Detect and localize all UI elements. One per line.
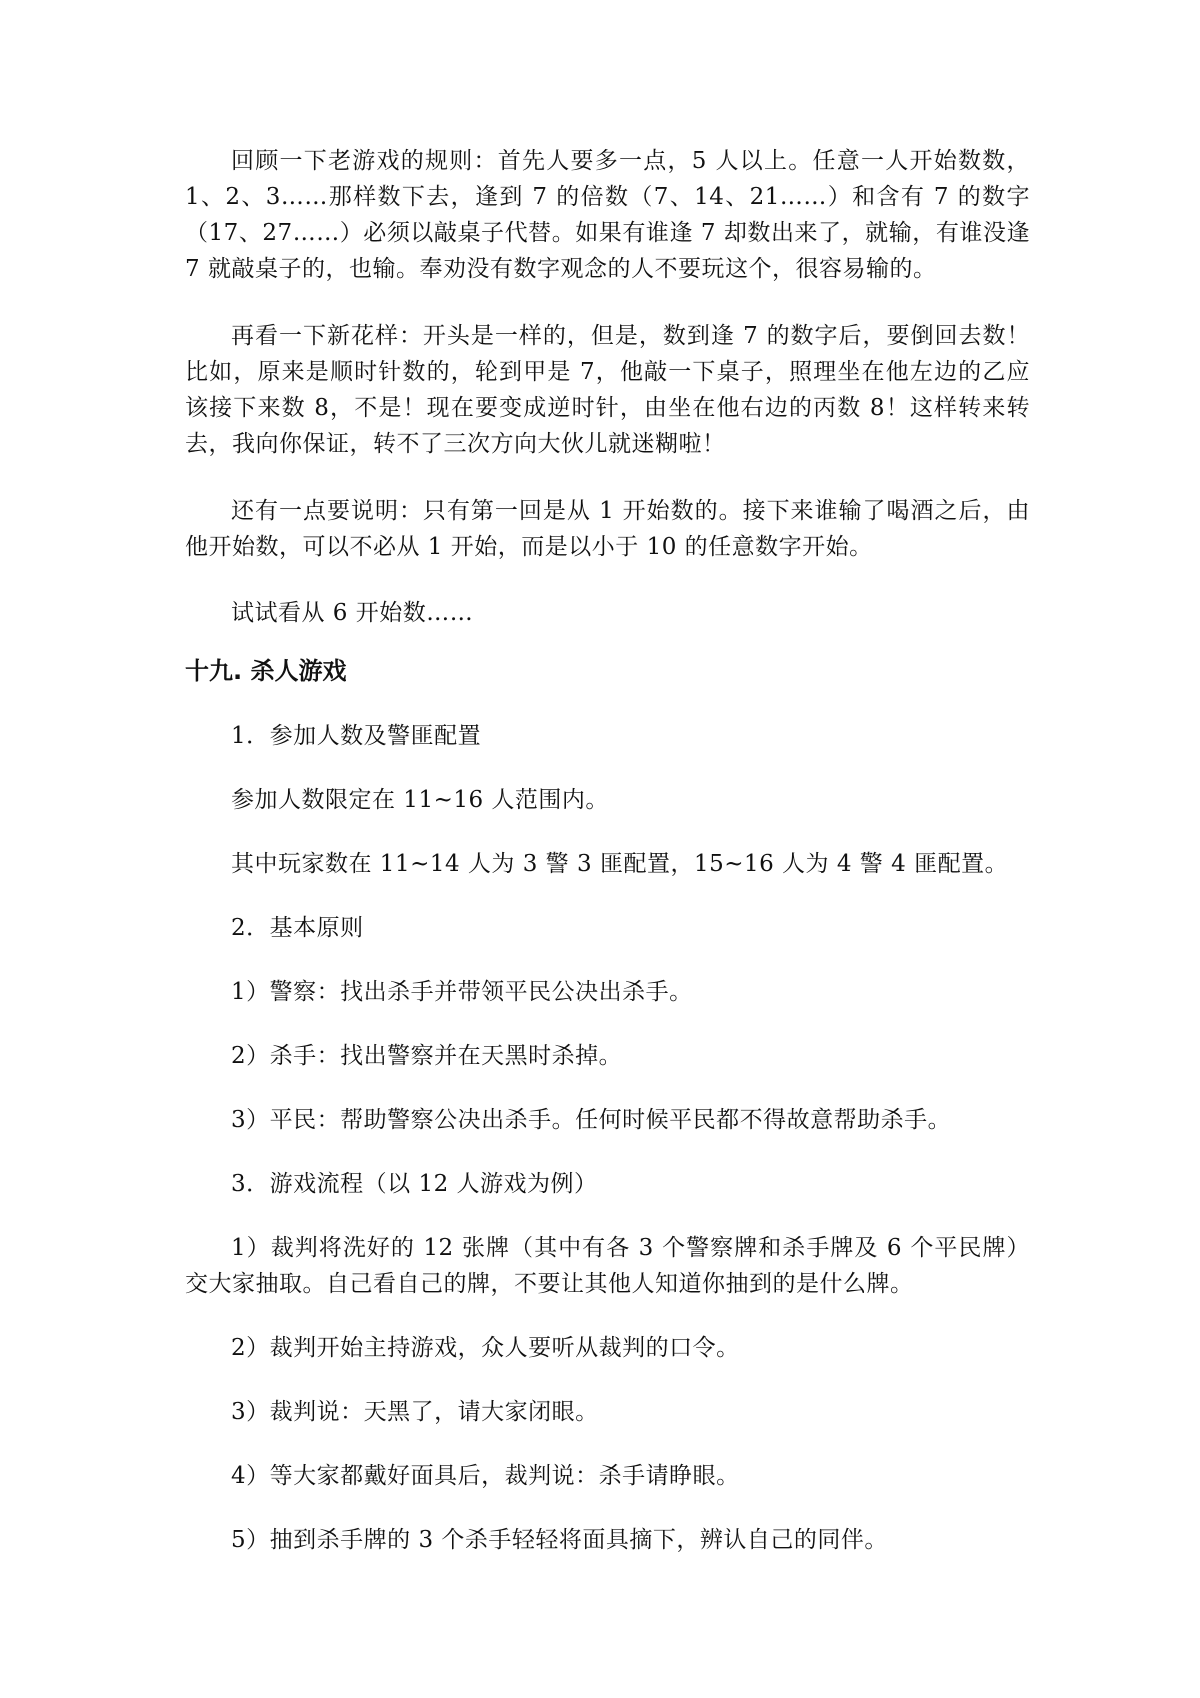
document-body xyxy=(185,143,1030,1553)
list-item: 其中玩家数在 11~14 人为 3 警 3 匪配置，15~16 人为 4 警 4 匪配置。 xyxy=(231,851,1009,877)
paragraph-try-six: 试试看从 6 开始数…… xyxy=(231,600,474,626)
list-item: 1）裁判将洗好的 12 张牌（其中有各 3 个警察牌和杀手牌及 6 个平民牌）交大家抽取。自己看自己的牌，不要让其他人知道你抽到的是什么牌。 xyxy=(185,1235,1030,1297)
section-title: 十九. 杀人游戏 xyxy=(185,657,347,685)
list-item: 3．游戏流程（以 12 人游戏为例） xyxy=(231,1171,598,1197)
rules-list xyxy=(185,718,1030,1586)
list-item: 5）抽到杀手牌的 3 个杀手轻轻将面具摘下，辨认自己的同伴。 xyxy=(231,1527,888,1553)
list-item: 1．参加人数及警匪配置 xyxy=(231,723,482,749)
paragraph-old-rules: 回顾一下老游戏的规则：首先人要多一点，5 人以上。任意一人开始数数，1、2、3……那样数下去，逢到 7 的倍数（7、14、21……）和含有 7 的数字（17、27……）必须以敲桌子代替。如果有谁逢 7 却数出来了，就输，有谁没逢 7 就敲桌子的，也输。奉劝没有数字观念的人不要玩这个，很容易输的。 xyxy=(185,148,1030,282)
paragraph-new-variant: 再看一下新花样：开头是一样的，但是，数到逢 7 的数字后，要倒回去数！比如，原来是顺时针数的，轮到甲是 7，他敲一下桌子，照理坐在他左边的乙应该接下来数 8，不是！现在要变成逆时针，由坐在他右边的丙数 8！这样转来转去，我向你保证，转不了三次方向大伙儿就迷糊啦！ xyxy=(185,323,1030,457)
list-item: 4）等大家都戴好面具后，裁判说：杀手请睁眼。 xyxy=(231,1463,740,1489)
list-item: 1）警察：找出杀手并带领平民公决出杀手。 xyxy=(231,979,693,1005)
list-item: 3）平民：帮助警察公决出杀手。任何时候平民都不得故意帮助杀手。 xyxy=(231,1107,952,1133)
paragraph-extra-note: 还有一点要说明：只有第一回是从 1 开始数的。接下来谁输了喝酒之后，由他开始数，可以不必从 1 开始，而是以小于 10 的任意数字开始。 xyxy=(185,498,1030,560)
list-item: 2）杀手：找出警察并在天黑时杀掉。 xyxy=(231,1043,623,1069)
list-item: 2）裁判开始主持游戏，众人要听从裁判的口令。 xyxy=(231,1335,740,1361)
list-item: 参加人数限定在 11~16 人范围内。 xyxy=(231,787,609,813)
list-item: 2．基本原则 xyxy=(231,915,364,941)
list-item: 3）裁判说：天黑了，请大家闭眼。 xyxy=(231,1399,599,1425)
